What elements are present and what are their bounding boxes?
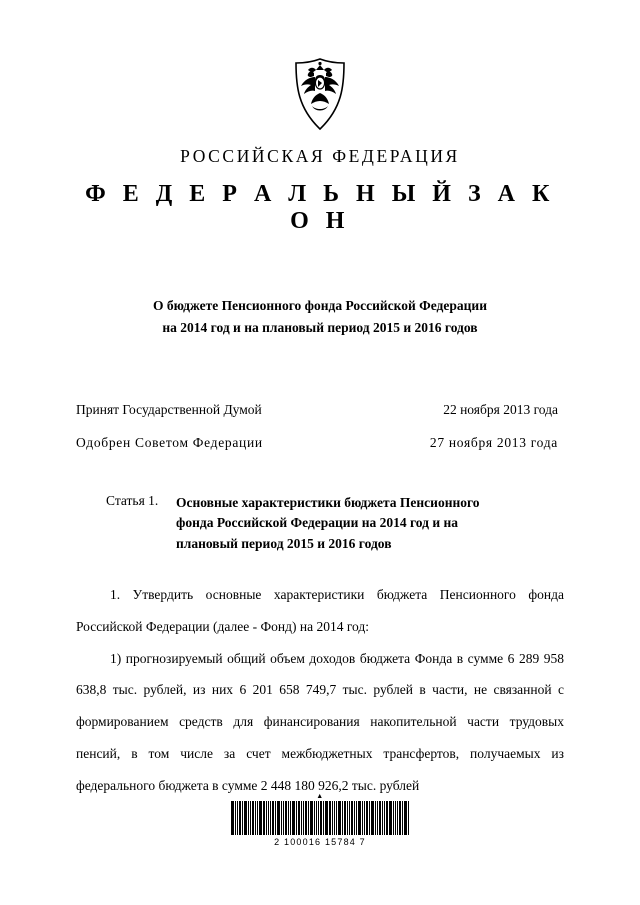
barcode-bars <box>231 801 410 835</box>
article-number: Статья 1. <box>106 492 159 508</box>
emblem-container <box>76 0 564 132</box>
subject-line-2: на 2014 год и на плановый период 2015 и 2016 годов <box>162 320 478 336</box>
adoption-row-council <box>76 435 564 451</box>
article-block <box>76 493 564 556</box>
barcode <box>0 793 640 847</box>
subject-line-1: О бюджете Пенсионного фонда Российской Федерации <box>153 298 487 313</box>
adoption-label-duma: Принят Государственной Думой <box>76 401 262 417</box>
barcode-digits: 2 100016 15784 7 <box>274 837 366 847</box>
article-heading-line-3: плановый период 2015 и 2016 годов <box>176 536 392 552</box>
adoption-date-council: 27 ноября 2013 года <box>429 434 558 450</box>
country-heading: РОССИЙСКАЯ ФЕДЕРАЦИЯ <box>180 146 460 166</box>
adoption-date-duma: 22 ноября 2013 года <box>443 401 558 417</box>
document-type-heading: Ф Е Д Е Р А Л Ь Н Ы Й З А К О Н <box>85 181 555 234</box>
article-body <box>76 579 564 801</box>
article-heading-line-1: Основные характеристики бюджета Пенсионного <box>176 494 480 510</box>
adoption-block <box>76 402 564 451</box>
russian-coat-of-arms-icon <box>290 56 350 132</box>
paragraph-1: 1. Утвердить основные характеристики бюджета Пенсионного фонда Российской Федерации (далее - Фонд) на 2014 год: <box>76 587 564 635</box>
barcode-top-mark: ▲ <box>316 792 324 800</box>
adoption-label-council: Одобрен Советом Федерации <box>76 434 263 450</box>
article-heading-line-2: фонда Российской Федерации на 2014 год и на <box>176 515 459 531</box>
document-subject <box>76 295 564 340</box>
article-heading <box>176 493 564 556</box>
adoption-row-duma <box>76 402 564 418</box>
paragraph-2: 1) прогнозируемый общий объем доходов бюджета Фонда в сумме 6 289 958 638,8 тыс. рублей, из них 6 201 658 749,7 тыс. рублей в части, не связанной с формированием средств для финансирования накопительной части трудовых пенсий, в том числе за счет межбюджетных трансфертов, получаемых из федерального бюджета в сумме 2 448 180 926,2 тыс. рублей <box>76 650 564 793</box>
